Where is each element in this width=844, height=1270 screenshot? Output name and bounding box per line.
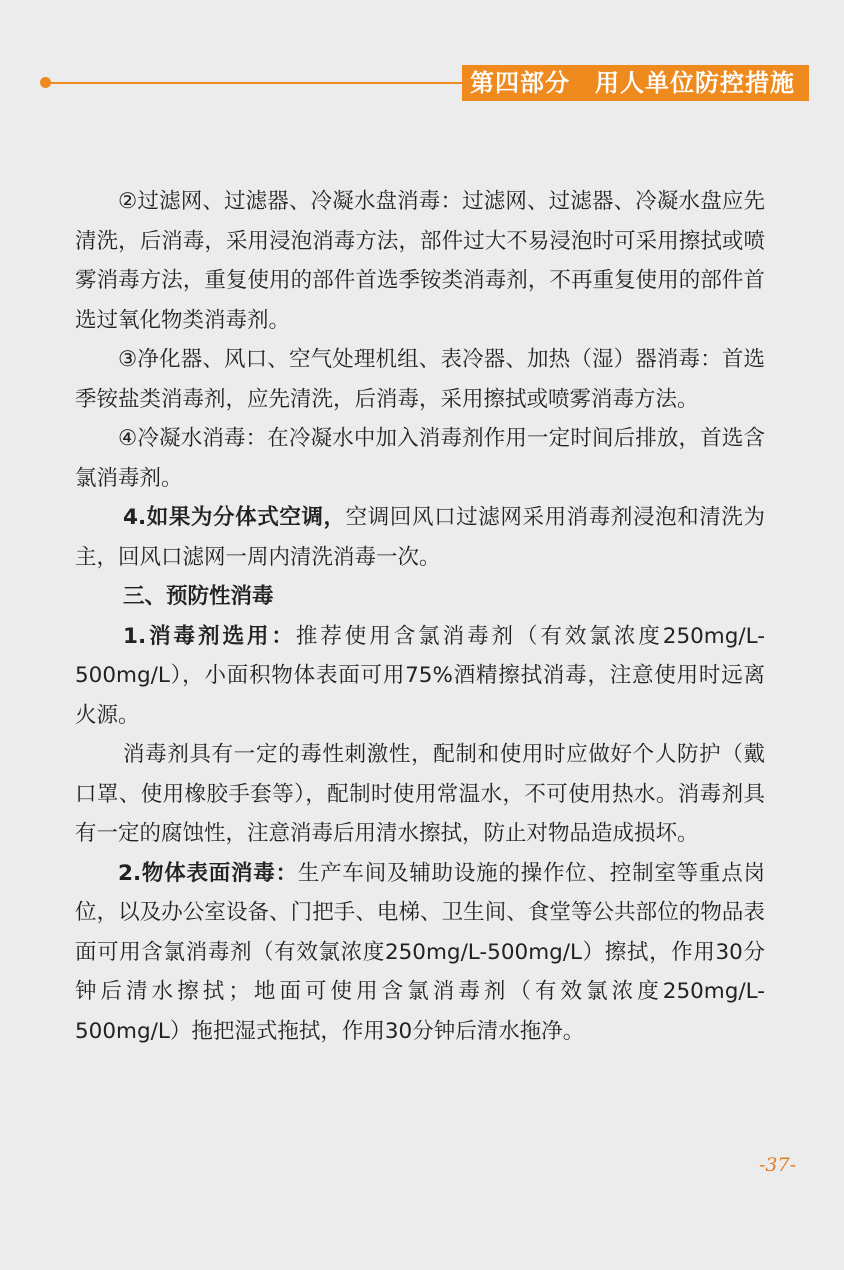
paragraph-surface-disinfection-lead: 2.物体表面消毒： [118,860,298,886]
paragraph-split-ac [75,498,765,577]
paragraph-split-ac-body: 空调回风口过滤网采用消毒剂浸泡和清洗为主，回风口滤网一周内清洗消毒一次。 [75,505,765,570]
paragraph-split-ac-lead: 4.如果为分体式空调， [123,505,346,530]
section-heading: 三、预防性消毒 [123,584,274,609]
paragraph-surface-disinfection-body: 生产车间及辅助设施的操作位、控制室等重点岗位，以及办公室设备、门把手、电梯、卫生间、食堂等公共部位的物品表面可用含氯消毒剂（有效氯浓度250mg/L-500mg/L）擦拭，作用30分钟后清水擦拭；地面可使用含氯消毒剂（有效氯浓度250mg/L-500mg/L）拖把湿式拖拭，作用30分钟后清水拖净。 [75,860,765,1044]
page-number: -37- [758,1154,796,1176]
paragraph-filter-disinfection: ②过滤网、过滤器、冷凝水盘消毒：过滤网、过滤器、冷凝水盘应先清洗，后消毒，采用浸泡消毒方法，部件过大不易浸泡时可采用擦拭或喷雾消毒方法，重复使用的部件首选季铵类消毒剂，不再重复使用的部件首选过氧化物类消毒剂。 [75,189,765,333]
paragraph-condensate-disinfection: ④冷凝水消毒：在冷凝水中加入消毒剂作用一定时间后排放，首选含氯消毒剂。 [75,426,765,491]
paragraph-purifier-disinfection: ③净化器、风口、空气处理机组、表冷器、加热（湿）器消毒：首选季铵盐类消毒剂，应先清洗，后消毒，采用擦拭或喷雾消毒方法。 [75,347,765,412]
header-rule [50,82,466,84]
body-text [75,182,765,1051]
paragraph-disinfectant-selection-lead: 1.消毒剂选用： [123,623,296,649]
paragraph-disinfectant-safety: 消毒剂具有一定的毒性刺激性，配制和使用时应做好个人防护（戴口罩、使用橡胶手套等），配制时使用常温水，不可使用热水。消毒剂具有一定的腐蚀性，注意消毒后用清水擦拭，防止对物品造成损坏。 [75,742,765,846]
paragraph-disinfectant-selection [75,617,765,736]
section-header-title: 第四部分 用人单位防控措施 [462,65,809,101]
paragraph-surface-disinfection [75,854,765,1052]
paragraph-disinfectant-selection-body: 推荐使用含氯消毒剂（有效氯浓度250mg/L-500mg/L），小面积物体表面可用75%酒精擦拭消毒，注意使用时远离火源。 [75,623,765,728]
